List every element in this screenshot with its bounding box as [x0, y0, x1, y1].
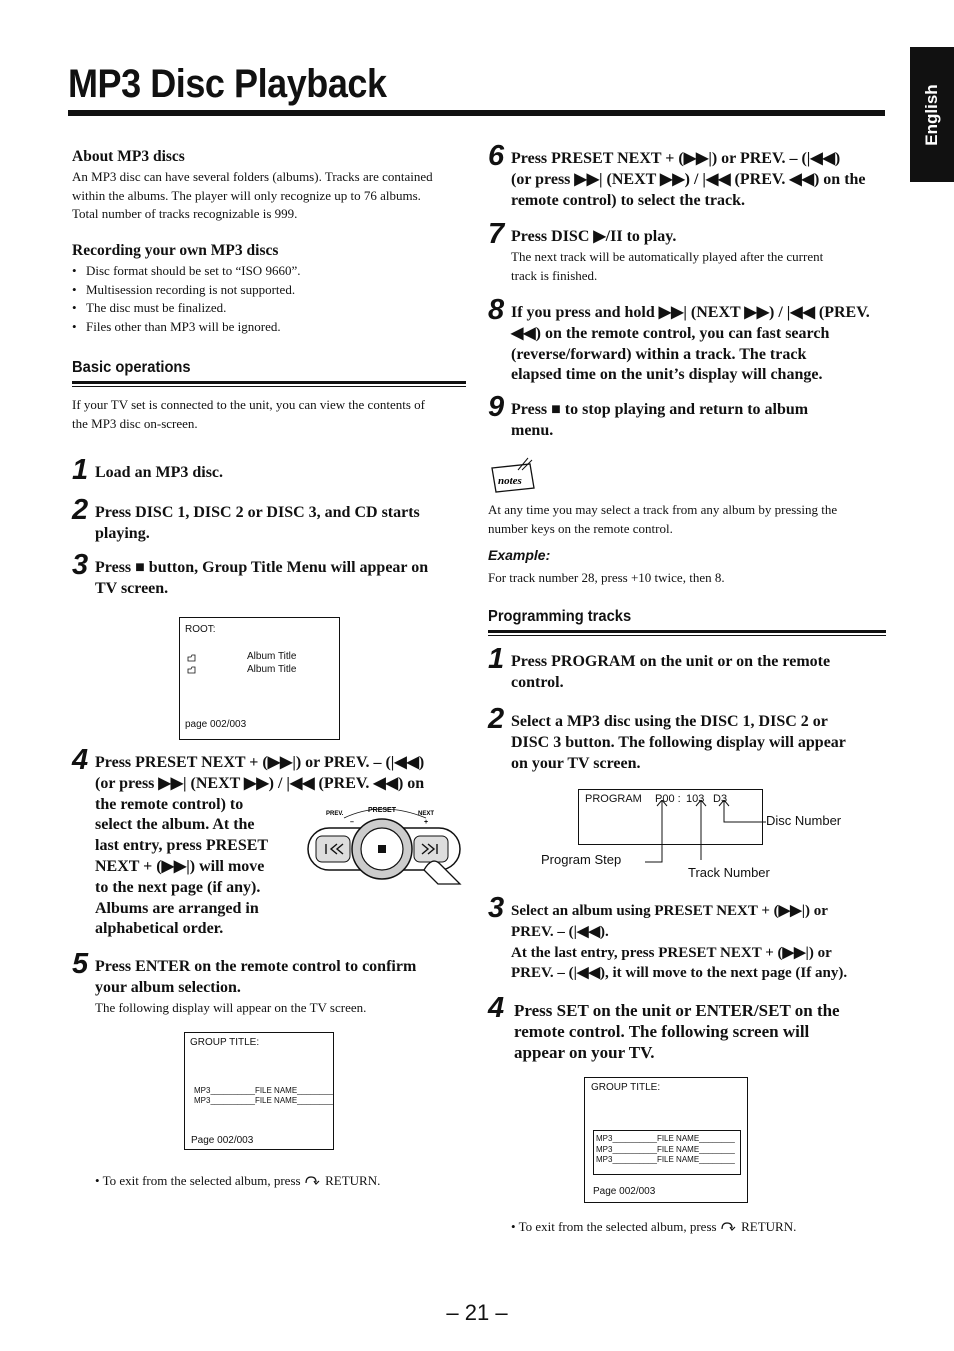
step-line: Press PROGRAM on the unit or on the remote [511, 653, 831, 670]
title-rule [68, 110, 885, 116]
step-line: last entry, press PRESET [95, 837, 269, 855]
step-subtext [511, 247, 823, 285]
step-line: Press DISC ▶/II to play. [511, 228, 677, 245]
album-list [247, 650, 296, 676]
programming-heading: Programming tracks [488, 608, 632, 625]
step-line: Load an MP3 disc. [95, 464, 224, 481]
return-icon [720, 1219, 738, 1234]
step-number: 9 [488, 391, 505, 423]
step-line: DISC 3 button. The following display will appear [511, 733, 846, 751]
step-line: (or press ▶▶| (NEXT ▶▶) / |◀◀ (PREV. ◀◀) on [95, 774, 425, 792]
step-number: 2 [72, 494, 89, 526]
step-line: Select a MP3 disc using the DISC 1, DISC 2 or [511, 713, 828, 730]
step-text [511, 652, 830, 694]
group-title-screen [584, 1077, 748, 1203]
page-indicator: Page 002/003 [593, 1186, 656, 1197]
step-text [511, 712, 846, 774]
step-text [514, 1001, 840, 1063]
step-number: 3 [72, 549, 89, 581]
exit-note [95, 1172, 380, 1191]
disc-number-callout: Disc Number [766, 813, 842, 828]
step-line: (or press ▶▶| (NEXT ▶▶) / |◀◀ (PREV. ◀◀) on the [511, 170, 866, 188]
step-line: At the last entry, press PRESET NEXT + (▶▶|) or [511, 944, 832, 961]
callout-lines [640, 800, 770, 870]
example-text: For track number 28, press +10 twice, then 8. [488, 570, 725, 585]
step-line: PREV. – (|◀◀), it will move to the next page (If any). [511, 965, 848, 982]
step-text [511, 227, 676, 248]
group-title-label: GROUP TITLE: [591, 1082, 661, 1093]
step-line: alphabetical order. [95, 920, 224, 938]
track-number-value: 103 [686, 793, 705, 805]
about-text [72, 168, 433, 224]
program-step-callout: Program Step [541, 852, 622, 867]
basic-intro [72, 396, 425, 433]
exit-return-text: RETURN. [325, 1173, 381, 1188]
folder-icon [187, 653, 196, 682]
prev-label: PREV. [326, 811, 344, 817]
step-line: the remote control) to [95, 795, 244, 813]
step-text [511, 149, 866, 211]
step-text [95, 503, 420, 545]
step-line: Press ENTER on the remote control to confirm [95, 958, 417, 975]
step-line: TV screen. [95, 579, 169, 597]
exit-note-text: • To exit from the selected album, press [511, 1219, 717, 1234]
page-title: MP3 Disc Playback [68, 62, 387, 106]
step-text [511, 901, 847, 984]
step-number: 1 [72, 454, 89, 486]
step-subtext: The following display will appear on the TV screen. [95, 1000, 367, 1015]
step-line: playing. [95, 524, 150, 542]
list-item: • Files other than MP3 will be ignored. [72, 318, 300, 337]
step-line: (reverse/forward) within a track. The track [511, 345, 807, 363]
notes-line: number keys on the remote control. [488, 520, 673, 536]
step-line: appear on your TV. [514, 1042, 655, 1062]
section-rule [72, 381, 466, 387]
step-line: remote control. The following screen will [514, 1021, 810, 1041]
step-text [95, 558, 428, 600]
disc-number-value: D3 [713, 793, 728, 805]
recording-list [72, 262, 300, 336]
step-number: 2 [488, 703, 505, 735]
language-tab [910, 47, 954, 182]
step-text [95, 957, 416, 999]
preset-label: PRESET [368, 807, 397, 814]
root-screen [179, 617, 340, 740]
program-label: PROGRAM [585, 793, 642, 805]
step-line: Albums are arranged in [95, 899, 259, 917]
list-item: MP3__________FILE NAME________ [596, 1155, 735, 1164]
track-number-callout: Track Number [688, 865, 770, 880]
about-line: Total number of tracks recognizable is 999. [72, 206, 298, 221]
plus-label: + [424, 819, 429, 826]
basic-operations-heading: Basic operations [72, 359, 191, 376]
page-indicator: page 002/003 [185, 719, 247, 730]
notes-line: At any time you may select a track from any album by pressing the [488, 502, 838, 517]
preset-panel-illustration [306, 800, 466, 886]
step-number: 4 [72, 744, 89, 776]
list-item: MP3__________FILE NAME________ [596, 1134, 735, 1143]
return-icon [304, 1173, 322, 1188]
step-number: 7 [488, 218, 505, 250]
step-line: on your TV screen. [511, 754, 641, 772]
step-line: Press ■ button, Group Title Menu will appear on [95, 559, 429, 576]
intro-line: If your TV set is connected to the unit, you can view the contents of [72, 397, 425, 412]
sub-line: The next track will be automatically played after the current [511, 249, 824, 264]
exit-note-text: • To exit from the selected album, press [95, 1173, 301, 1188]
root-label: ROOT: [185, 624, 216, 635]
step-line: control. [511, 673, 564, 691]
step-line: elapsed time on the unit’s display will change. [511, 366, 823, 384]
step-number: 6 [488, 140, 505, 172]
exit-return-text: RETURN. [741, 1219, 797, 1234]
file-list [593, 1130, 741, 1175]
example-label: Example: [488, 547, 551, 563]
step-line: Select an album using PRESET NEXT + (▶▶|) or [511, 903, 828, 919]
notes-icon [488, 456, 538, 496]
step-number: 8 [488, 294, 505, 326]
sub-line: track is finished. [511, 268, 598, 283]
minus-label: – [350, 819, 354, 826]
list-item: • Multisession recording is not supported. [72, 281, 300, 300]
file-list [194, 1086, 333, 1106]
step-line: menu. [511, 421, 554, 439]
step-line: your album selection. [95, 978, 241, 996]
exit-note [511, 1218, 796, 1237]
list-item: MP3__________FILE NAME________ [194, 1096, 333, 1105]
about-heading: About MP3 discs [72, 148, 185, 165]
step-line: Press PRESET NEXT + (▶▶|) or PREV. – (|◀◀) [95, 754, 425, 771]
notes-text [488, 501, 837, 538]
list-item: Album Title [247, 651, 297, 662]
step-text [511, 400, 808, 442]
group-title-label: GROUP TITLE: [190, 1037, 260, 1048]
step-line: NEXT + (▶▶|) will move [95, 857, 265, 875]
step-line: remote control) to select the track. [511, 191, 745, 209]
step-line: If you press and hold ▶▶| (NEXT ▶▶) / |◀◀ (PREV. [511, 304, 870, 321]
intro-line: the MP3 disc on-screen. [72, 415, 198, 431]
step-line: Press ■ to stop playing and return to album [511, 401, 809, 418]
section-rule [488, 630, 886, 636]
step-line: PREV. – (|◀◀). [511, 923, 609, 940]
step-line: Press DISC 1, DISC 2 or DISC 3, and CD starts [95, 504, 420, 521]
step-line: ◀◀) on the remote control, you can fast search [511, 324, 830, 342]
page-number: – 21 – [446, 1300, 508, 1325]
step-number: 4 [488, 992, 505, 1024]
step-number: 3 [488, 892, 505, 924]
step-text [511, 303, 870, 386]
notes-icon-label: notes [498, 475, 522, 487]
list-item: • Disc format should be set to “ISO 9660”. [72, 262, 300, 281]
list-item: Album Title [247, 664, 297, 675]
step-text [95, 463, 223, 484]
list-item: • The disc must be finalized. [72, 299, 300, 318]
step-line: Press SET on the unit or ENTER/SET on the [514, 1001, 840, 1020]
recording-heading: Recording your own MP3 discs [72, 242, 279, 259]
step-line: to the next page (if any). [95, 878, 261, 896]
about-line: within the albums. The player will only recognize up to 76 albums. [72, 187, 421, 203]
list-item: MP3__________FILE NAME________ [596, 1144, 735, 1154]
program-step-value: P00 : [655, 793, 681, 805]
next-label: NEXT [418, 811, 435, 817]
step-number: 5 [72, 948, 89, 980]
step-number: 1 [488, 643, 505, 675]
list-item: MP3__________FILE NAME________ [194, 1086, 333, 1095]
group-title-screen [184, 1032, 334, 1150]
step-line: select the album. At the [95, 816, 255, 834]
page-indicator: Page 002/003 [191, 1135, 254, 1146]
about-line: An MP3 disc can have several folders (albums). Tracks are contained [72, 169, 433, 184]
step-line: Press PRESET NEXT + (▶▶|) or PREV. – (|◀◀) [511, 150, 841, 167]
language-tab-label: English [922, 83, 941, 146]
